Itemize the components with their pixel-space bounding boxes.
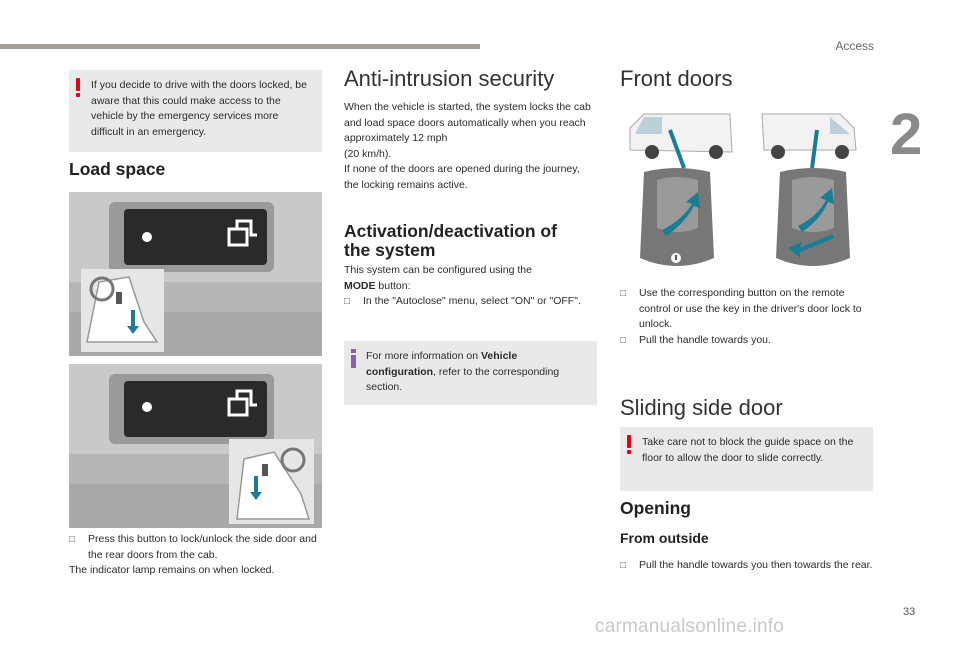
heading-sliding-door: Sliding side door [620,395,783,420]
checkbox-bullet-icon: □ [69,534,76,545]
indicator-note: The indicator lamp remains on when locked. [69,564,275,576]
heading-from-outside: From outside [620,530,709,546]
van-right [762,114,856,168]
heading-front-doors: Front doors [620,66,733,91]
list-item: □ Press this button to lock/unlock the side door and the rear doors from the cab. [69,533,317,561]
warning-text: If you decide to drive with the doors locked, be aware that this could make access to the vehicle by the emergency services more difficult in an emergency. [91,79,307,138]
heading-anti-intrusion: Anti-intrusion security [344,66,555,91]
watermark: carmanualsonline.info [595,616,785,637]
heading-load-space: Load space [69,159,166,179]
exclamation-icon [76,78,80,96]
exclamation-icon [627,435,631,453]
heading-activation: Activation/deactivation of the system [344,221,557,260]
header-rule [0,44,480,49]
load-space-instructions [69,532,324,579]
anti-intrusion-text: When the vehicle is started, the system locks the cab and load space doors automatically when you reach approximately 12 mph (20 km/h). If none of the doors are opened during the journey, the locking remains active. [344,101,591,191]
list-item: □ Use the corresponding button on the remote control or use the key in the driver's door lock to unlock. [620,287,862,330]
info-note: For more information on Vehicle configuration, refer to the corresponding section. [344,341,597,405]
chapter-number: 2 [890,102,923,167]
activation-text: This system can be configured using the MODE button: □ In the "Autoclose" menu, select "ON" or "OFF". [344,263,594,310]
checkbox-bullet-icon: □ [620,288,627,299]
van-left [630,114,732,168]
info-icon [351,349,356,367]
checkbox-bullet-icon: □ [620,560,627,571]
front-door-instructions [620,286,876,348]
list-item: □ Pull the handle towards you then towards the rear. [620,558,876,574]
list-item: □ Pull the handle towards you. [620,333,876,349]
lock-button-photo-2 [69,364,322,528]
front-door-illustration [622,108,872,274]
section-label: Access [835,39,874,53]
page-number: 33 [903,606,916,618]
outside-instructions [620,558,876,574]
sliding-door-warning: Take care not to block the guide space on the floor to allow the door to slide correctly. [620,427,873,491]
list-item: □ In the "Autoclose" menu, select "ON" or "OFF". [344,294,594,310]
heading-opening: Opening [620,498,691,518]
checkbox-bullet-icon: □ [620,334,627,346]
warning-note [69,70,322,152]
lock-button-photo-1 [69,192,322,356]
checkbox-bullet-icon: □ [344,296,351,307]
